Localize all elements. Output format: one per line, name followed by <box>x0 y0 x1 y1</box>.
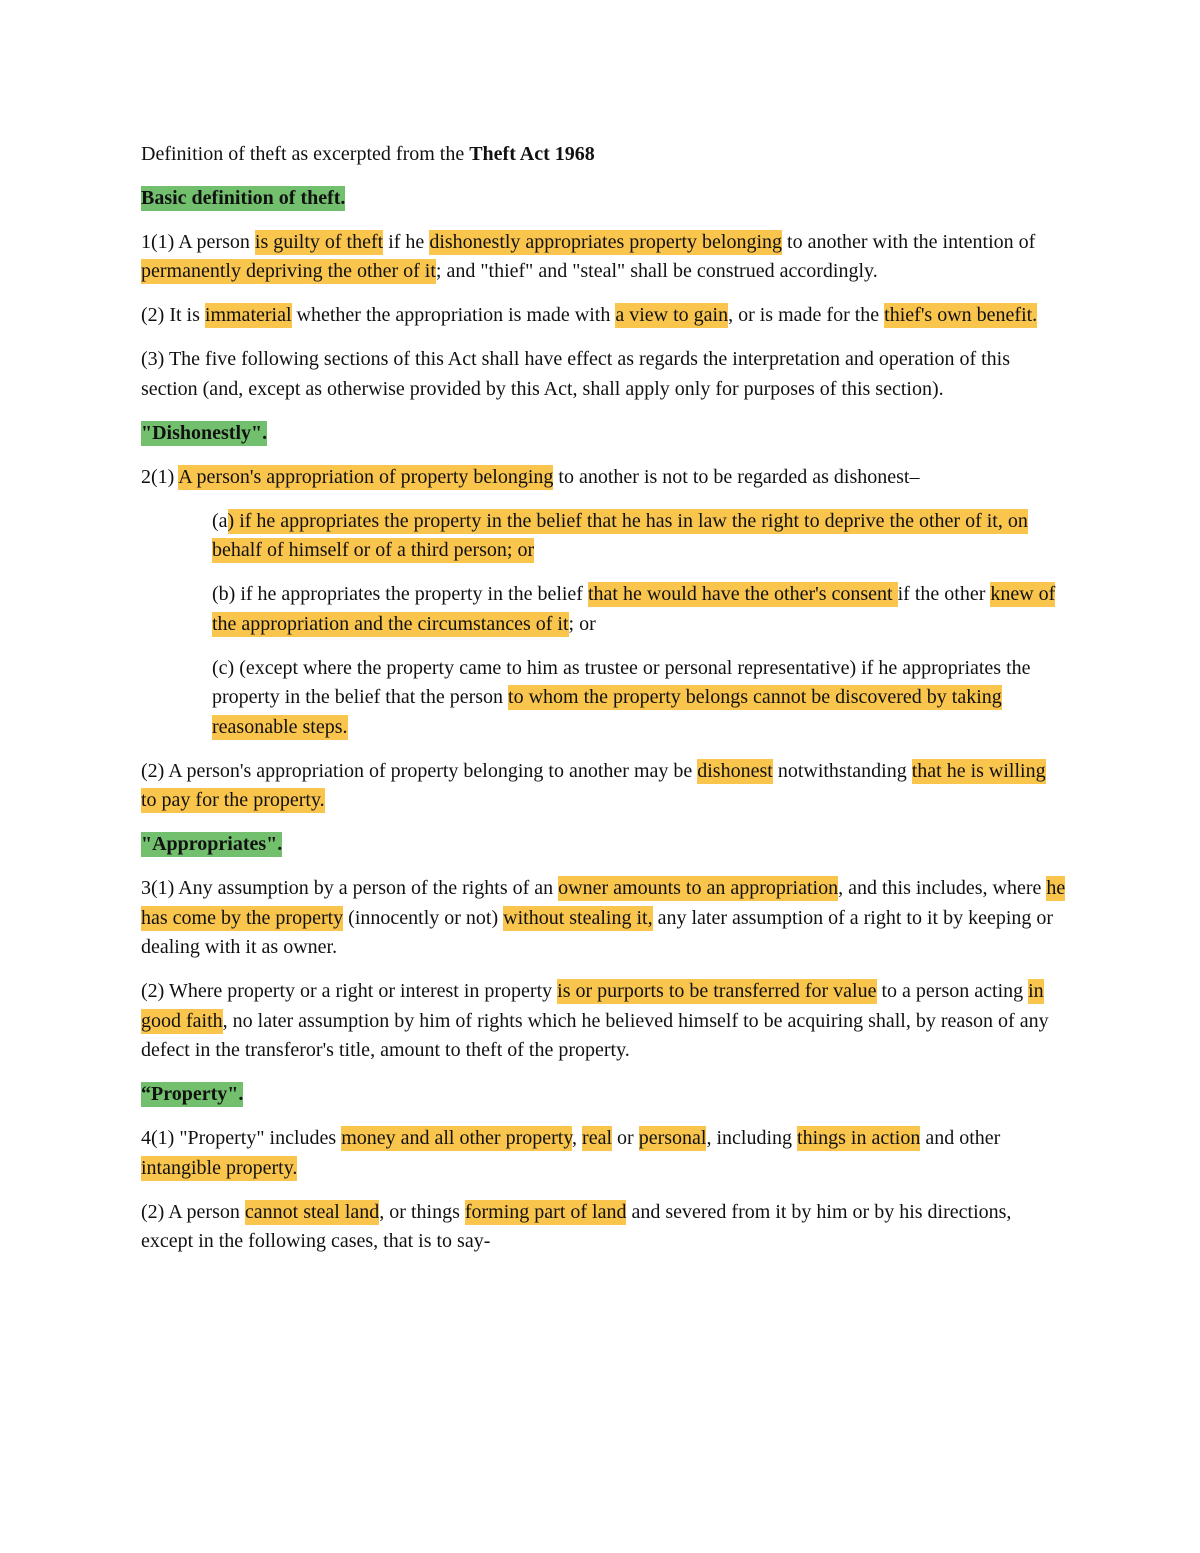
highlight: real <box>582 1127 613 1149</box>
highlight: money and all other property <box>341 1127 573 1149</box>
highlight: a view to gain <box>615 304 729 326</box>
text-run: , including <box>706 1127 798 1149</box>
text-run: ; and "thief" and "steal" shall be construed accordingly. <box>435 260 878 282</box>
text-run: , or is made for the <box>728 304 885 326</box>
text-run: or <box>612 1127 639 1149</box>
highlight: that he is willing to pay for the property. <box>141 759 1046 811</box>
highlight: cannot steal land <box>244 1200 380 1223</box>
document-page <box>141 140 1066 1271</box>
text-run: to a person acting <box>876 980 1029 1002</box>
text-run: 2(1) <box>141 465 179 488</box>
highlight: personal <box>638 1127 707 1149</box>
paragraph-2-1-a <box>212 507 1066 566</box>
heading-highlight: Basic definition of theft. <box>141 186 346 209</box>
highlight: A person's appropriation of property belonging <box>178 465 554 488</box>
paragraph-4-1 <box>141 1124 1066 1183</box>
text-run: to another is not to be regarded as dishonest– <box>553 465 920 488</box>
text-run: if he <box>383 230 430 253</box>
paragraph-4-2 <box>141 1198 1066 1257</box>
text-run: , no later assumption by him of rights which he believed himself to be acquiring shall, by reason of any defect in the transferor's title, amount to theft of the property. <box>141 1009 1049 1061</box>
text-run: (2) A person <box>141 1200 245 1223</box>
paragraph-2-1-c <box>212 654 1066 743</box>
text-run: if the other <box>897 583 991 605</box>
act-name: Theft Act 1968 <box>469 143 595 165</box>
highlight: to whom the property belongs cannot be discovered by taking reasonable steps. <box>212 686 1002 738</box>
highlight: immaterial <box>204 304 292 326</box>
heading-highlight: "Dishonestly". <box>141 421 268 444</box>
text-run: , or things <box>379 1200 465 1223</box>
text-run: any later assumption of a right to it by keeping or dealing with it as owner. <box>141 906 1054 958</box>
text-run: and other <box>920 1127 1001 1149</box>
text-run: whether the appropriation is made with <box>291 304 616 326</box>
text-run: (innocently or not) <box>343 906 504 929</box>
section-heading-appropriates <box>141 830 1066 860</box>
text-run: , and this includes, where <box>838 877 1047 899</box>
paragraph-2-1-b <box>212 580 1066 639</box>
text-run: notwithstanding <box>772 759 912 782</box>
heading-highlight: “Property". <box>141 1083 244 1105</box>
text-run: , <box>572 1127 583 1149</box>
paragraph-3-2 <box>141 977 1066 1066</box>
highlight: is or purports to be transferred for value <box>557 980 877 1002</box>
text-run: (a <box>212 509 228 532</box>
highlight: that he would have the other's consent <box>587 583 898 605</box>
highlight: is guilty of theft <box>254 230 384 253</box>
highlight: dishonestly appropriates property belonging <box>429 230 783 253</box>
text-run: 1(1) A person <box>141 230 255 253</box>
paragraph-1-1 <box>141 228 1066 287</box>
title-prefix: Definition of theft as excerpted from the <box>141 143 470 165</box>
text-run: (2) A person's appropriation of property belonging to another may be <box>141 759 698 782</box>
highlight: permanently depriving the other of it <box>141 260 436 282</box>
highlight: things in action <box>797 1127 921 1149</box>
text-run: 3(1) Any assumption by a person of the rights of an <box>141 877 559 899</box>
text-run: ; or <box>568 612 596 635</box>
paragraph-3-1 <box>141 874 1066 963</box>
text-run: (2) It is <box>141 304 205 326</box>
section-heading-dishonestly <box>141 419 1066 449</box>
paragraph-1-2 <box>141 301 1066 331</box>
text-run: (2) Where property or a right or interest in property <box>141 980 558 1002</box>
highlight: in good faith <box>141 980 1044 1032</box>
text-run: (b) if he appropriates the property in the belief <box>212 583 588 605</box>
document-title <box>141 140 1066 170</box>
paragraph-2-1 <box>141 463 1066 493</box>
text-run: 4(1) "Property" includes <box>141 1127 342 1149</box>
paragraph-1-3: (3) The five following sections of this Act shall have effect as regards the interpretation and operation of this section (and, except as otherwise provided by this Act, shall apply only for purposes of this section). <box>141 348 1011 400</box>
text-run: and severed from it by him or by his directions, except in the following cases, that is to say- <box>141 1200 1012 1252</box>
section-heading-property <box>141 1080 1066 1110</box>
highlight: ) if he appropriates the property in the belief that he has in law the right to deprive the other of it, on behalf of himself or of a third person; or <box>212 509 1028 561</box>
text-run: (c) (except where the property came to him as trustee or personal representative) if he appropriates the property in the belief that the person <box>212 656 1031 708</box>
section-heading-theft <box>141 184 1066 214</box>
text-run: to another with the intention of <box>782 230 1036 253</box>
highlight: he has come by the property <box>141 877 1066 929</box>
highlight: forming part of land <box>464 1200 627 1223</box>
highlight: dishonest <box>697 759 773 782</box>
heading-highlight: "Appropriates". <box>141 833 283 855</box>
highlight: without stealing it, <box>503 906 653 929</box>
highlight: thief's own benefit. <box>884 304 1038 326</box>
paragraph-2-2 <box>141 757 1066 816</box>
highlight: knew of the appropriation and the circumstances of it <box>212 583 1056 635</box>
highlight: intangible property. <box>141 1156 298 1179</box>
highlight: owner amounts to an appropriation <box>558 877 839 899</box>
